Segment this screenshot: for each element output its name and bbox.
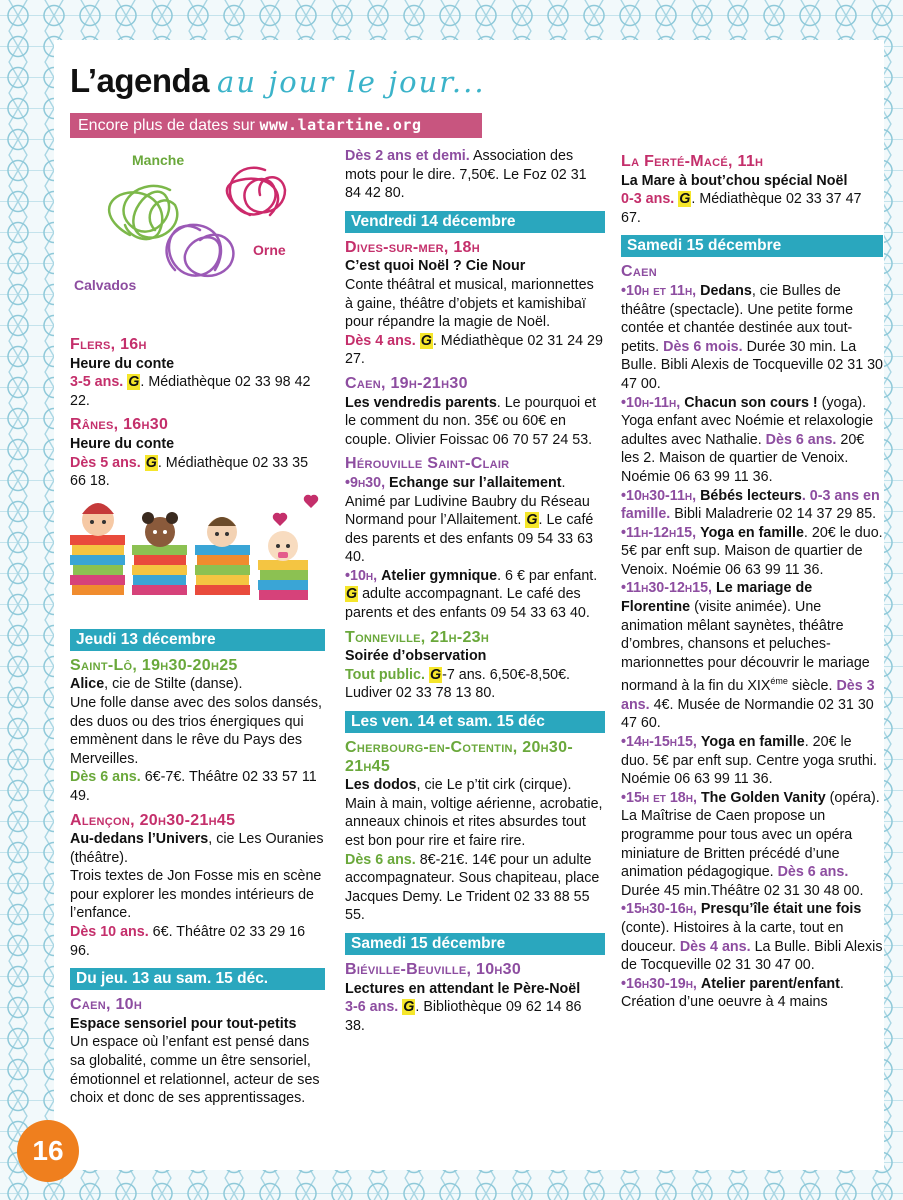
event-info: . 20€ le duo. 5€ par enft sup. Maison de quartier de Venoix. Noémie 06 63 99 11 36. bbox=[621, 524, 883, 578]
event-desc: Une folle danse avec des solos dansés, des duos ou des trios énergiques qui emmènent dans le rêve du Pays des Merveilles. bbox=[70, 694, 322, 767]
event-time: •10h, bbox=[345, 567, 378, 584]
age-label: Dès 6 ans. bbox=[765, 431, 837, 448]
event-title: Atelier gymnique bbox=[381, 567, 498, 584]
age-label: Tout public. bbox=[345, 666, 425, 683]
event-title: Presqu’île était une fois bbox=[700, 901, 862, 918]
event-details bbox=[621, 394, 883, 487]
age-label: Dès 6 mois. bbox=[663, 338, 743, 355]
map-label-orne: Orne bbox=[253, 242, 286, 258]
event-details bbox=[621, 282, 883, 394]
event-title: Espace sensoriel pour tout-petits bbox=[70, 1015, 297, 1032]
column-2 bbox=[345, 147, 605, 1035]
event-details bbox=[345, 394, 605, 450]
more-dates-url[interactable]: www.latartine.org bbox=[259, 116, 422, 134]
event-info: . 20€ le duo. 5€ par enft sup. Centre yoga sruthi. Noémie 06 63 99 11 36. bbox=[621, 733, 877, 788]
date-bar-jeudi: Jeudi 13 décembre bbox=[70, 629, 325, 651]
free-icon: G bbox=[346, 586, 358, 603]
age-label: Dès 6 ans. bbox=[345, 851, 416, 868]
event-sub: , cie de Stilte (danse). bbox=[104, 676, 243, 693]
event-details bbox=[621, 789, 883, 901]
event-title: Yoga en famille bbox=[700, 733, 805, 750]
event-details: Dès 5 ans. G. Médiathèque 02 33 35 66 18. bbox=[70, 454, 309, 490]
event-title: Au-dedans l’Univers bbox=[70, 831, 209, 848]
event-info: Médiathèque 02 33 35 66 18. bbox=[70, 454, 309, 490]
event-info: 6€-7€. Théâtre 02 33 57 11 49. bbox=[70, 769, 317, 804]
event-time: •11h-12h15, bbox=[621, 524, 697, 541]
event-info: 4€. Musée de Normandie 02 31 30 47 60. bbox=[621, 696, 874, 732]
age-label: 3-5 ans. bbox=[70, 374, 124, 391]
event-details: 3-6 ans. G. Bibliothèque 09 62 14 86 38. bbox=[345, 999, 582, 1034]
event-desc: . Création d’une oeuvre à 4 mains bbox=[621, 975, 844, 1011]
event-title: The Golden Vanity bbox=[700, 789, 826, 806]
event-time: •10h et 11h, bbox=[621, 282, 697, 299]
event-time: •11h30-12h15, bbox=[621, 580, 713, 597]
event-info: Médiathèque 02 33 37 47 67. bbox=[621, 191, 862, 226]
page-title bbox=[70, 62, 486, 100]
event-info: adulte accompagnant. Le café des parents et des enfants 09 54 33 63 40. bbox=[345, 586, 590, 622]
normandy-map-illustration bbox=[70, 145, 325, 305]
event-time: •9h30, bbox=[345, 474, 386, 491]
event-details bbox=[345, 666, 605, 703]
title-main: L’agenda bbox=[70, 62, 210, 99]
event-title: Les dodos bbox=[345, 777, 417, 794]
event-city-dives: Dives-sur-mer, 18h bbox=[345, 238, 480, 256]
event-info: Le café des parents et des enfants 09 54 33 63 40. bbox=[345, 512, 594, 566]
event-city-flers: Flers, 16h bbox=[70, 336, 147, 353]
free-icon: G bbox=[679, 191, 691, 208]
event-info: -7 ans. 6,50€-8,50€. Ludiver 02 33 78 13 80. bbox=[345, 666, 571, 702]
free-icon: G bbox=[429, 666, 442, 683]
free-icon: G bbox=[145, 454, 157, 471]
event-time: •10h-11h, bbox=[621, 394, 681, 411]
event-city-cherbourg: Cherbourg-en-Cotentin, 20h30-21h45 bbox=[345, 739, 573, 775]
event-title: Dedans bbox=[700, 282, 752, 299]
date-bar-ven14: Les ven. 14 et sam. 15 déc bbox=[345, 711, 605, 733]
event-time: •14h-15h15, bbox=[621, 733, 697, 750]
event-details bbox=[345, 851, 605, 925]
event-desc: (opéra). La Maîtrise de Caen propose un programme pour tous avec un opéra miniature de Britten précédé d’une animation pédagogique. bbox=[621, 789, 880, 881]
event-details bbox=[621, 975, 883, 1012]
more-dates-banner[interactable] bbox=[70, 113, 482, 138]
event-info: 8€-21€. 14€ pour un adulte accompagnateur. Sous chapiteau, place Jacques Demy. Le Trident 02 33 88 55 55. bbox=[345, 851, 600, 924]
event-title: Heure du conte bbox=[70, 355, 175, 372]
event-desc: siècle. bbox=[791, 678, 833, 695]
event-city-caen: Caen, 10h bbox=[70, 996, 143, 1014]
event-desc: Trois textes de Jon Fosse mis en scène pour explorer les mondes intérieurs de l’enfance. bbox=[70, 868, 322, 922]
event-info: 20€ les 2. Maison de quartier de Venoix. Noémie 06 63 99 11 36. bbox=[621, 431, 865, 485]
event-title: Les vendredis parents bbox=[345, 394, 497, 411]
age-label: Dès 6 ans. bbox=[777, 864, 849, 881]
event-desc: , cie Bulles de théâtre (spectacle). Une petite forme contée et chantée destinée aux tout-petits. bbox=[621, 282, 854, 355]
event-desc: Main à main, voltige aérienne, acrobatie, anneaux chinois et rites absurdes tout est bon pour rire et faire rire. bbox=[345, 795, 603, 849]
event-info: Bibli Maladrerie 02 14 37 29 85. bbox=[674, 506, 877, 523]
event-info: La Bulle. Bibli Alexis de Tocqueville 02 31 30 47 00. bbox=[621, 938, 883, 974]
event-title: Yoga en famille bbox=[700, 524, 804, 541]
event-title: Le mariage de Florentine bbox=[621, 580, 813, 616]
event-info: Bibliothèque 09 62 14 86 38. bbox=[345, 999, 582, 1034]
event-time: •10h30-11h, bbox=[621, 487, 697, 504]
age-label: Dès 3 ans. bbox=[621, 678, 875, 713]
event-details bbox=[70, 923, 325, 960]
title-script: au jour le jour... bbox=[217, 65, 486, 99]
event-details bbox=[70, 768, 325, 805]
event-title: Bébés lecteurs bbox=[700, 487, 802, 504]
event-info: Médiathèque 02 31 24 29 27. bbox=[345, 332, 603, 368]
event-details bbox=[70, 830, 325, 867]
event-time: •15h30-16h, bbox=[621, 901, 697, 918]
event-details bbox=[345, 147, 605, 203]
event-details: Dès 4 ans. G. Médiathèque 02 31 24 29 27. bbox=[345, 332, 603, 368]
event-details bbox=[621, 900, 883, 974]
event-city-ferte: La Ferté-Macé, 11h bbox=[621, 153, 764, 170]
free-icon: G bbox=[128, 374, 140, 391]
event-title: Atelier parent/enfant bbox=[700, 975, 840, 992]
event-details: 0-3 ans. G. Médiathèque 02 33 37 47 67. bbox=[621, 191, 862, 226]
event-desc: (conte). Histoires à la carte, tout en douceur. bbox=[621, 919, 844, 955]
event-info: Association des mots pour le dire. 7,50€. Le Foz 02 31 84 42 80. bbox=[345, 148, 587, 202]
event-info: Durée 45 min.Théâtre 02 31 30 48 00. bbox=[621, 882, 864, 899]
event-title: Soirée d’observation bbox=[345, 648, 487, 665]
event-title: Lectures en attendant le Père-Noël bbox=[345, 980, 581, 997]
event-title: Heure du conte bbox=[70, 435, 175, 452]
event-desc: (visite animée). Une animation mêlant saynètes, théâtre d’ombres, chansons et peluches-marionnettes pour découvrir le mariage normand à la fin du XIX bbox=[621, 599, 870, 695]
map-label-manche: Manche bbox=[132, 152, 185, 168]
event-info: . Le pourquoi et le comment du non. 35€ ou 60€ en couple. Olivier Foissac 06 70 57 24 53. bbox=[345, 394, 597, 448]
event-title: Chacun son cours ! bbox=[684, 394, 818, 411]
date-bar-samedi: Samedi 15 décembre bbox=[621, 235, 883, 257]
event-title: La Mare à bout’chou spécial Noël bbox=[621, 172, 848, 189]
event-city-caen: Caen, 19h-21h30 bbox=[345, 374, 468, 392]
age-label: Dès 5 ans. bbox=[70, 454, 141, 471]
column-1 bbox=[70, 330, 325, 1108]
page-number-badge: 16 bbox=[17, 1120, 79, 1182]
event-time: •16h30-19h, bbox=[621, 975, 697, 992]
event-title: C’est quoi Noël ? Cie Nour bbox=[345, 258, 526, 275]
event-info: . 6 € par enfant. bbox=[497, 567, 598, 584]
age-label: 3-6 ans. bbox=[345, 999, 399, 1016]
column-3 bbox=[621, 147, 883, 1012]
age-label: Dès 6 ans. bbox=[70, 769, 141, 786]
event-details: 3-5 ans. G. Médiathèque 02 33 98 42 22. bbox=[70, 374, 311, 409]
map-label-calvados: Calvados bbox=[74, 277, 137, 293]
event-desc: Animé par Ludivine Baubry du Réseau Normand pour l’Allaitement. bbox=[345, 493, 590, 529]
free-icon: G bbox=[420, 332, 432, 349]
event-details bbox=[621, 579, 883, 733]
age-label: Dès 4 ans. bbox=[345, 332, 416, 349]
age-label: Dès 10 ans. bbox=[70, 924, 149, 941]
date-bar-dujeu: Du jeu. 13 au sam. 15 déc. bbox=[70, 968, 325, 990]
event-city-bieville: Biéville-Beuville, 10h30 bbox=[345, 960, 522, 978]
event-details bbox=[70, 675, 325, 694]
superscript: éme bbox=[770, 676, 788, 687]
event-city-herouville: Hérouville Saint-Clair bbox=[345, 455, 510, 473]
event-desc: Conte théâtral et musical, marionnettes à gaine, théâtre d’objets et kamishibaï pour répandre la magie de Noël. bbox=[345, 276, 594, 331]
event-info: Durée 30 min. La Bulle. Bibli Alexis de Tocqueville 02 31 30 47 00. bbox=[621, 338, 884, 392]
more-dates-text: Encore plus de dates sur bbox=[78, 117, 255, 134]
age-label: . 0-3 ans en famille. bbox=[621, 487, 880, 523]
event-info: 6€. Théâtre 02 33 29 16 96. bbox=[70, 924, 306, 959]
event-city-tonneville: Tonneville, 21h-23h bbox=[345, 628, 490, 646]
event-details bbox=[621, 733, 883, 789]
event-sub: , cie Le p’tit cirk (cirque). bbox=[416, 777, 572, 794]
event-sub: , cie Les Ouranies (théâtre). bbox=[70, 831, 324, 866]
age-label: Dès 2 ans et demi. bbox=[345, 148, 470, 164]
event-title: Echange sur l’allaitement bbox=[389, 474, 562, 491]
event-time: •15h et 18h, bbox=[621, 789, 697, 806]
event-city-ranes: Rânes, 16h30 bbox=[70, 416, 169, 434]
event-city-alencon: Alençon, 20h30-21h45 bbox=[70, 811, 236, 829]
event-city-stlo: Saint-Lô, 19h30-20h25 bbox=[70, 656, 238, 674]
date-bar-vendredi: Vendredi 14 décembre bbox=[345, 211, 605, 233]
age-label: 0-3 ans. bbox=[621, 191, 675, 208]
date-bar-samedi: Samedi 15 décembre bbox=[345, 933, 605, 955]
free-icon: G bbox=[526, 512, 538, 529]
event-details bbox=[345, 776, 605, 795]
event-desc: Un espace où l’enfant est pensé dans sa globalité, comme un être sensoriel, émotionnel et relationnel, acteur de ses choix et donc de ses apprentissages. bbox=[70, 1034, 320, 1107]
event-info: Médiathèque 02 33 98 42 22. bbox=[70, 374, 311, 409]
event-details bbox=[621, 487, 883, 524]
event-city-caen: Caen bbox=[621, 263, 657, 281]
event-details bbox=[621, 524, 883, 580]
event-details bbox=[345, 567, 605, 623]
free-icon: G bbox=[403, 999, 415, 1016]
event-desc: (yoga). Yoga enfant avec Noémie et relaxologie adultes avec Nathalie. bbox=[621, 394, 874, 448]
age-label: Dès 4 ans. bbox=[679, 938, 751, 955]
event-details: •9h30, Echange sur l’allaitement. Animé par Ludivine Baubry du Réseau Normand pour l’Allaitement. G. Le café des parents et des enfants 09 54 33 63 40. bbox=[345, 474, 594, 566]
event-title: Alice bbox=[70, 676, 105, 693]
